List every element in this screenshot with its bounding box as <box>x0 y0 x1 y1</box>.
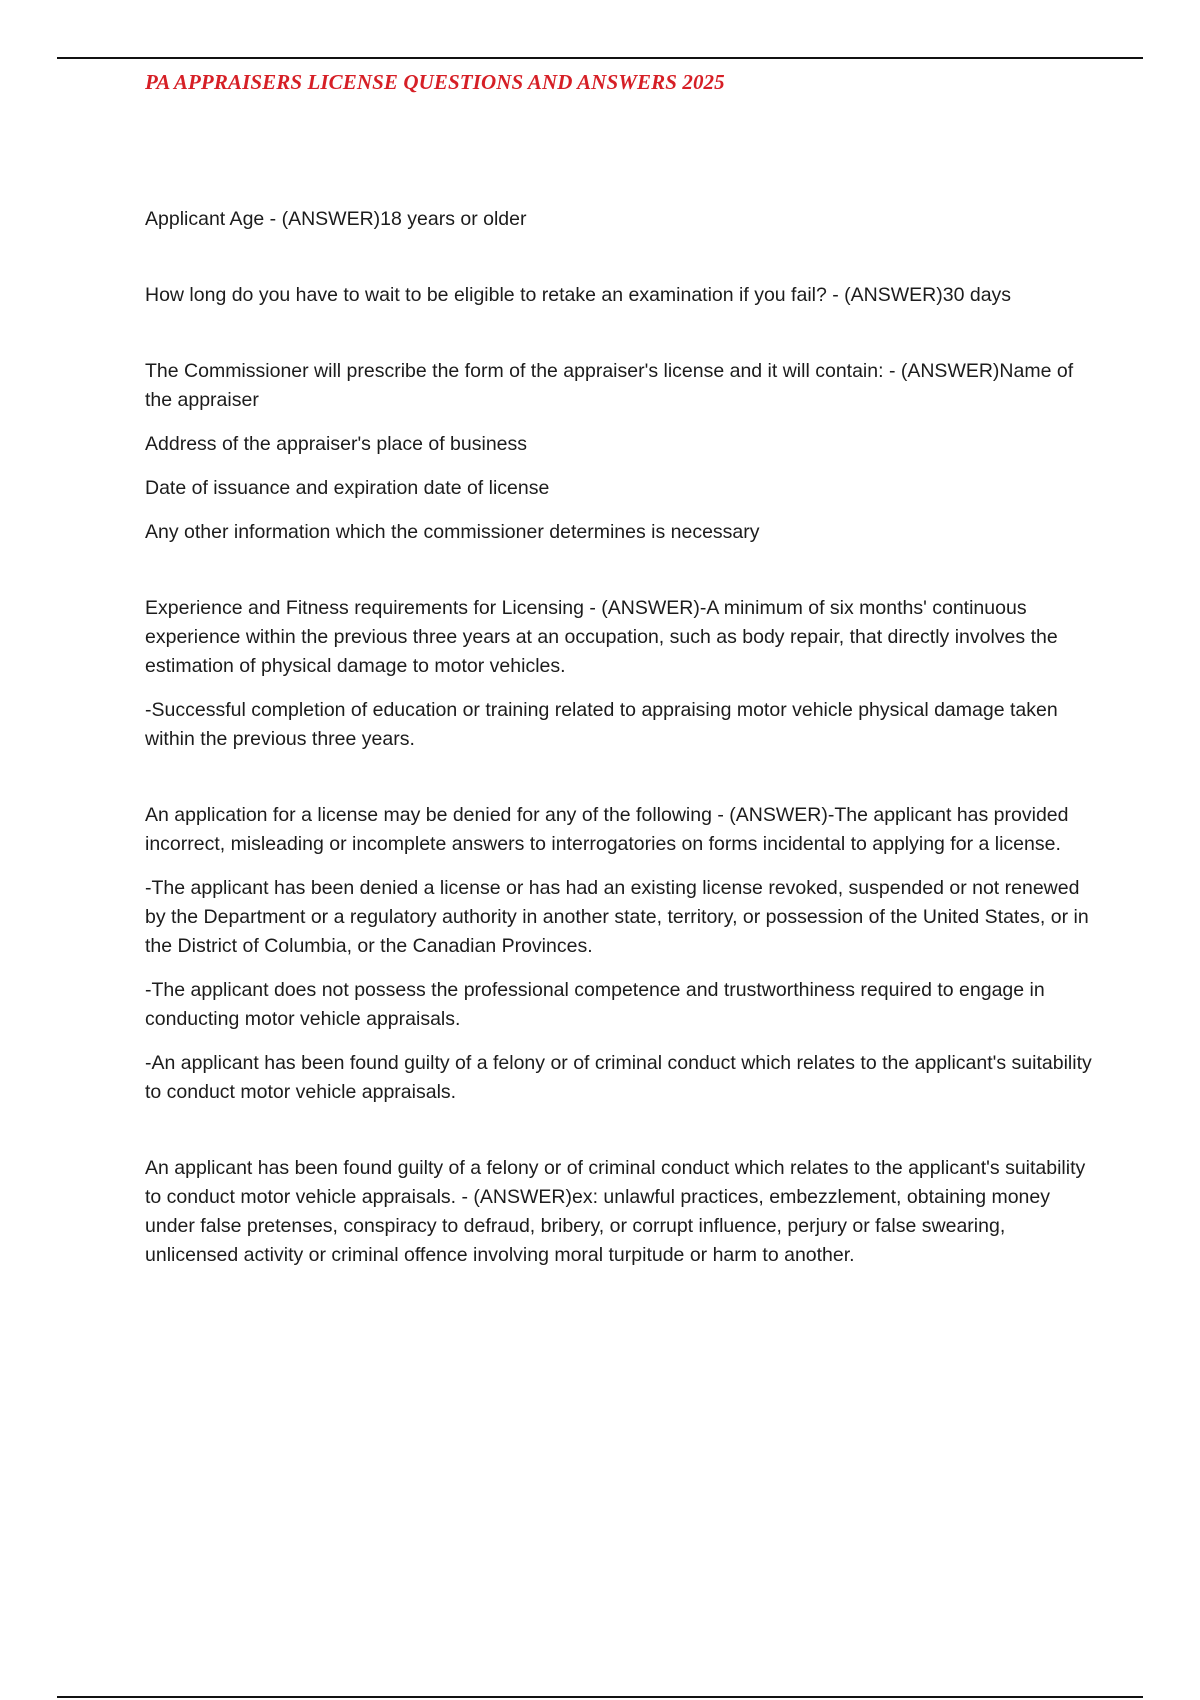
qa-answer-line: Date of issuance and expiration date of license <box>145 477 550 499</box>
qa-answer-line: -The applicant has been denied a license or has had an existing license revoked, suspended or not renewed by the Department or a regulatory authority in another state, territory, or possession of the United States, or in the District of Columbia, or the Canadian Provinces. <box>145 877 1089 957</box>
qa-answer-line: -An applicant has been found guilty of a felony or of criminal conduct which relates to the applicant's suitability to conduct motor vehicle appraisals. <box>145 1052 1092 1103</box>
qa-text: How long do you have to wait to be eligible to retake an examination if you fail? - (ANSWER)30 days <box>145 284 1012 306</box>
qa-answer-line: Any other information which the commissioner determines is necessary <box>145 521 760 543</box>
qa-answer-line: -The applicant does not possess the professional competence and trustworthiness required to engage in conducting motor vehicle appraisals. <box>145 979 1045 1030</box>
qa-text: An applicant has been found guilty of a felony or of criminal conduct which relates to the applicant's suitability to conduct motor vehicle appraisals. - (ANSWER)ex: unlawful practices, embezzlement, obtaining money under false pretenses, conspiracy to defraud, bribery, or corrupt influence, perjury or false swearing, unlicensed activity or criminal offence involving moral turpitude or harm to another. <box>145 1157 1086 1266</box>
qa-answer-line: -Successful completion of education or training related to appraising motor vehicle physical damage taken within the previous three years. <box>145 699 1058 750</box>
document-title: PA APPRAISERS LICENSE QUESTIONS AND ANSWERS 2025 <box>145 70 725 94</box>
qa-text: Applicant Age - (ANSWER)18 years or older <box>145 208 527 230</box>
qa-item-experience-fitness <box>145 594 1095 754</box>
qa-item-applicant-age <box>145 205 1095 234</box>
qa-answer-line: Address of the appraiser's place of business <box>145 433 528 455</box>
qa-text: Experience and Fitness requirements for Licensing - (ANSWER)-A minimum of six months' continuous experience within the previous three years at an occupation, such as body repair, that directly involves the estimation of physical damage to motor vehicles. <box>145 597 1058 677</box>
qa-item-retake-wait <box>145 281 1095 310</box>
document-body <box>145 205 1095 1285</box>
qa-item-felony-examples <box>145 1154 1095 1270</box>
header-rule <box>57 57 1143 59</box>
qa-text: The Commissioner will prescribe the form of the appraiser's license and it will contain: - (ANSWER)Name of the appraiser <box>145 360 1074 411</box>
qa-item-license-form <box>145 357 1095 547</box>
footer-rule <box>57 1696 1143 1698</box>
qa-item-application-denial <box>145 801 1095 1107</box>
qa-text: An application for a license may be denied for any of the following - (ANSWER)-The applicant has provided incorrect, misleading or incomplete answers to interrogatories on forms incidental to applying for a license. <box>145 804 1069 855</box>
